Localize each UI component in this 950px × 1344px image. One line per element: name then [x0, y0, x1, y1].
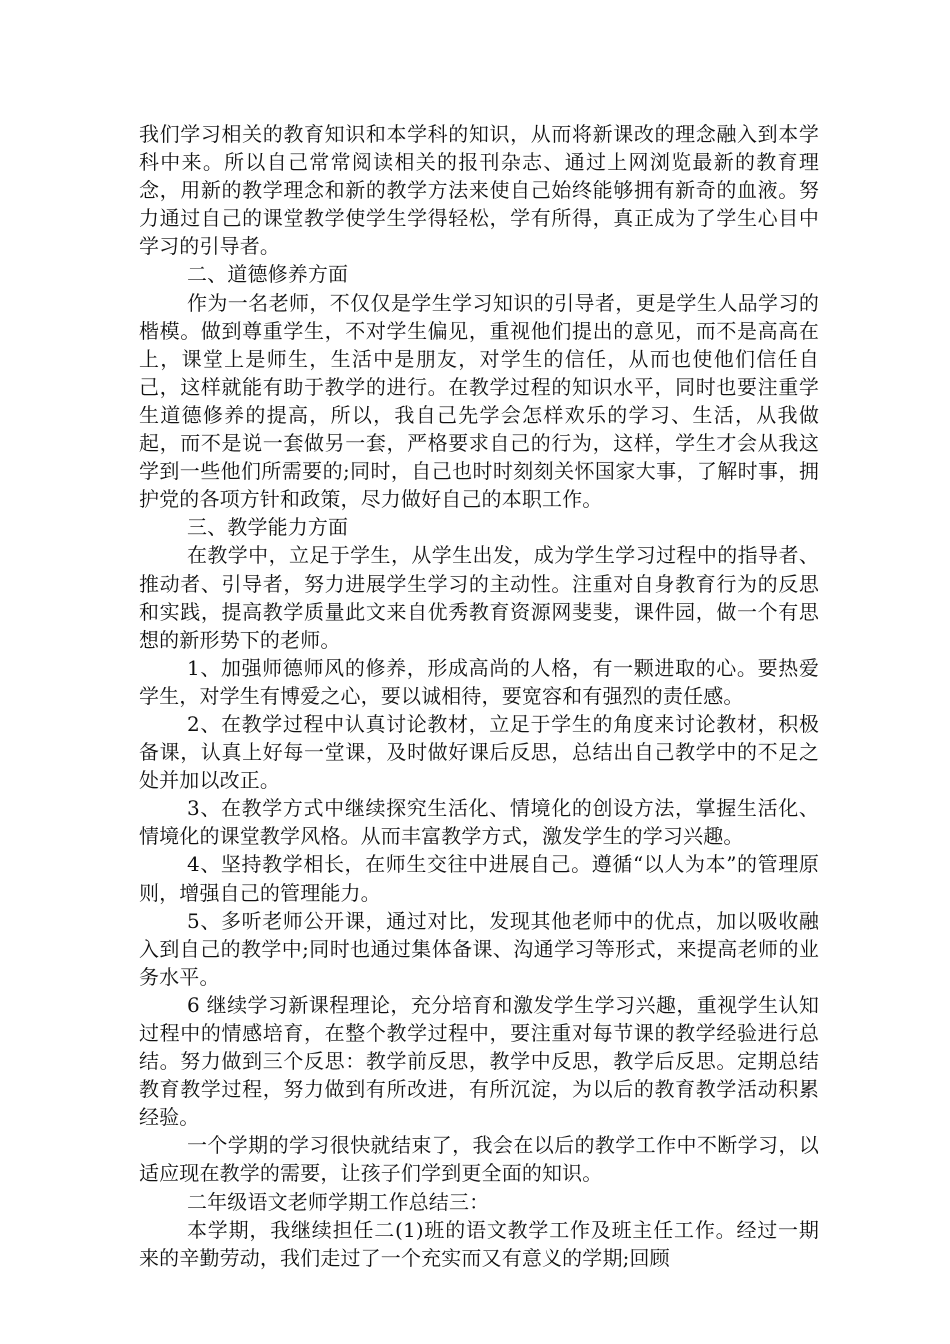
list-item-6: 6 继续学习新课程理论，充分培育和激发学生学习兴趣，重视学生认知过程中的情感培育，在整个教学过程中，要注重对每节课的教学经验进行总结。努力做到三个反思：教学前反思，教学中反思，教学后反思。定期总结教育教学过程，努力做到有所改进，有所沉淀，为以后的教育教学活动积累经验。	[139, 992, 819, 1130]
list-item-1: 1、加强师德师风的修养，形成高尚的人格，有一颗进取的心。要热爱学生，对学生有博爱之心，要以诚相待，要宽容和有强烈的责任感。	[139, 655, 819, 708]
list-item-3: 3、在教学方式中继续探究生活化、情境化的创设方法，掌握生活化、情境化的课堂教学风格。从而丰富教学方式，激发学生的学习兴趣。	[139, 796, 819, 849]
paragraph-teaching-ability: 在教学中，立足于学生，从学生出发，成为学生学习过程中的指导者、推动者、引导者，努力进展学生学习的主动性。注重对自身教育行为的反思和实践，提高教学质量此文来自优秀教育资源网斐斐，课件园，做一个有思想的新形势下的老师。	[139, 543, 819, 652]
paragraph-conclusion: 一个学期的学习很快就结束了，我会在以后的教学工作中不断学习，以适应现在教学的需要，让孩子们学到更全面的知识。	[139, 1133, 819, 1186]
list-item-4: 4、坚持教学相长，在师生交往中进展自己。遵循“以人为本”的管理原则，增强自己的管理能力。	[139, 852, 819, 905]
list-item-2: 2、在教学过程中认真讨论教材，立足于学生的角度来讨论教材，积极备课，认真上好每一堂课，及时做好课后反思，总结出自己教学中的不足之处并加以改正。	[139, 711, 819, 793]
section-heading-morality: 二、道德修养方面	[187, 262, 349, 287]
list-item-5: 5、多听老师公开课，通过对比，发现其他老师中的优点，加以吸收融入到自己的教学中;同时也通过集体备课、沟通学习等形式，来提高老师的业务水平。	[139, 908, 819, 989]
paragraph-continued-intro: 我们学习相关的教育知识和本学科的知识，从而将新课改的理念融入到本学科中来。所以自己常常阅读相关的报刊杂志、通过上网浏览最新的教育理念，用新的教学理念和新的教学方法来使自己始终能够拥有新奇的血液。努力通过自己的课堂教学使学生学得轻松，学有所得，真正成为了学生心目中学习的引导者。	[139, 122, 819, 259]
paragraph-morality: 作为一名老师，不仅仅是学生学习知识的引导者，更是学生人品学习的楷模。做到尊重学生，不对学生偏见，重视他们提出的意见，而不是高高在上，课堂上是师生，生活中是朋友，对学生的信任，从而也使他们信任自己，这样就能有助于教学的进行。在教学过程的知识水平，同时也要注重学生道德修养的提高，所以，我自己先学会怎样欢乐的学习、生活，从我做起，而不是说一套做另一套，严格要求自己的行为，这样，学生才会从我这学到一些他们所需要的;同时，自己也时时刻刻关怀国家大事，了解时事，拥护党的各项方针和政策，尽力做好自己的本职工作。	[139, 290, 819, 512]
paragraph-summary-three-intro: 本学期，我继续担任二(1)班的语文教学工作及班主任工作。经过一期来的辛勤劳动，我们走过了一个充实而又有意义的学期;回顾	[139, 1217, 819, 1270]
section-heading-summary-three: 二年级语文老师学期工作总结三：	[187, 1189, 490, 1214]
section-heading-teaching-ability: 三、教学能力方面	[187, 515, 349, 540]
document-body	[139, 120, 819, 1272]
